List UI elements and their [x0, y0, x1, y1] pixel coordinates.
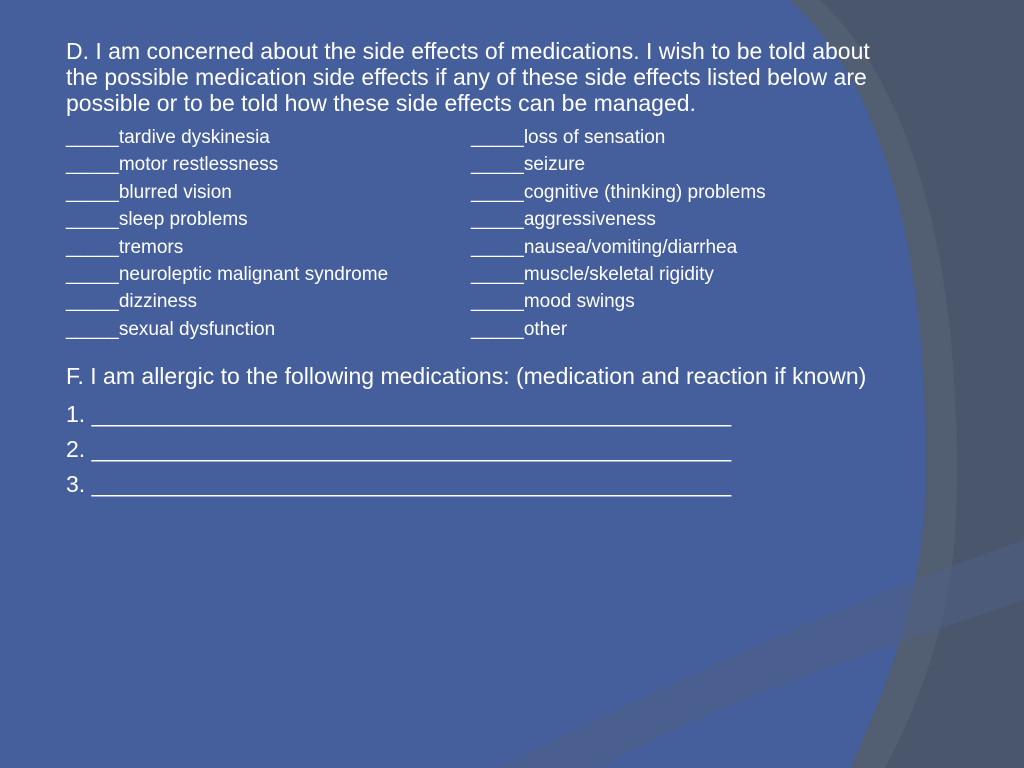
side-effect-row	[66, 234, 886, 261]
side-effect-item: _____loss of sensation	[471, 127, 666, 148]
side-effect-item: _____tremors	[66, 236, 184, 258]
allergy-line: 3. __________________________________________________	[66, 471, 732, 498]
side-effect-item: _____sleep problems	[66, 209, 248, 231]
side-effect-row	[66, 179, 886, 206]
side-effect-item: _____dizziness	[66, 291, 197, 313]
section-f-text: F. I am allergic to the following medications: (medication and reaction if known)	[66, 363, 867, 390]
side-effect-item: _____cognitive (thinking) problems	[471, 181, 766, 203]
side-effect-row	[66, 151, 886, 178]
side-effect-item: _____sexual dysfunction	[66, 318, 276, 340]
side-effect-row	[66, 261, 886, 288]
side-effect-item: _____motor restlessness	[66, 154, 279, 176]
side-effect-item: _____seizure	[471, 154, 586, 176]
side-effect-row	[66, 316, 886, 343]
side-effect-item: _____nausea/vomiting/diarrhea	[471, 236, 738, 258]
side-effect-item: _____aggressiveness	[471, 209, 656, 231]
side-effect-row	[66, 288, 886, 315]
side-effect-item: _____muscle/skeletal rigidity	[471, 263, 714, 285]
allergy-line: 1. __________________________________________________	[66, 401, 732, 428]
side-effect-item: _____mood swings	[471, 291, 635, 313]
side-effects-list	[66, 124, 886, 343]
slide-content	[66, 38, 886, 502]
side-effect-row	[66, 124, 886, 151]
side-effect-item: _____neuroleptic malignant syndrome	[66, 263, 389, 285]
side-effect-item: _____other	[471, 318, 568, 340]
allergy-line: 2. __________________________________________________	[66, 436, 732, 463]
side-effect-item: _____blurred vision	[66, 181, 232, 203]
section-d-text: D. I am concerned about the side effects of medications. I wish to be told about the possible medication side effects if any of these side effects listed below are possible or to be told how these side effects can be managed.	[66, 38, 870, 116]
side-effect-item: _____tardive dyskinesia	[66, 127, 270, 148]
allergy-lines	[66, 397, 886, 502]
side-effect-row	[66, 206, 886, 233]
